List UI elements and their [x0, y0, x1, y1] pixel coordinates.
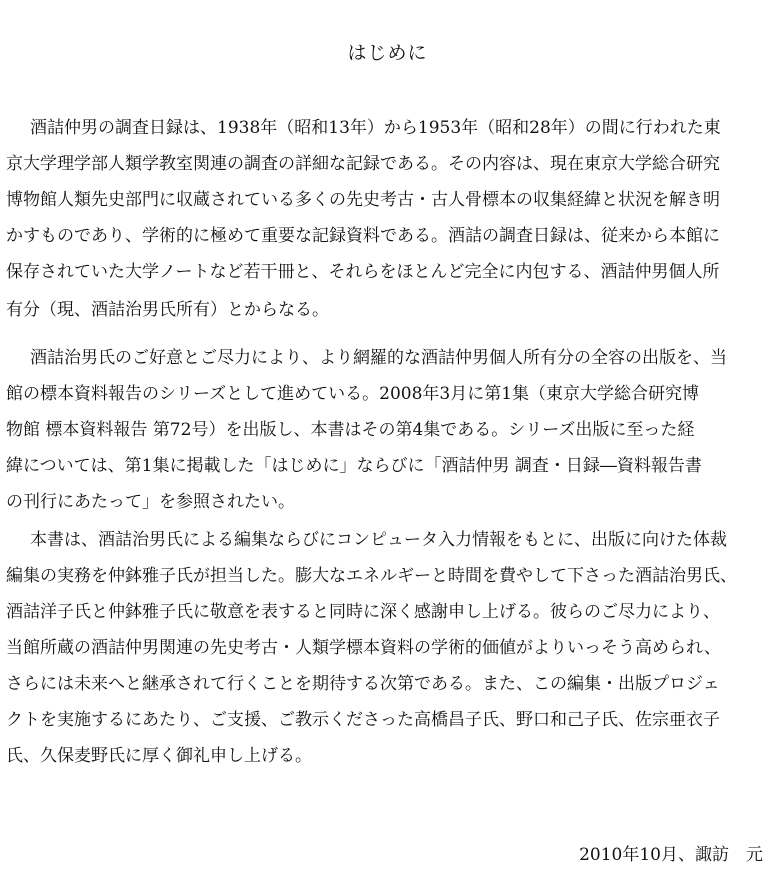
text-line: 京大学理学部人類学教室関連の調査の詳細な記録である。その内容は、現在東京大学総合研究: [6, 154, 720, 174]
text-line: さらには未来へと継承されて行くことを期待する次第である。また、この編集・出版プロジェ: [6, 674, 720, 694]
text-line: 緯については、第1集に掲載した「はじめに」ならびに「酒詰仲男 調査・日録―資料報告書: [6, 456, 702, 476]
text-line: 氏、久保麦野氏に厚く御礼申し上げる。: [6, 746, 312, 766]
text-line: 当館所蔵の酒詰仲男関連の先史考古・人類学標本資料の学術的価値がよりいっそう高められ、: [6, 638, 722, 658]
text-line: 酒詰治男氏のご好意とご尽力により、より網羅的な酒詰仲男個人所有分の全容の出版を、当: [30, 348, 727, 368]
text-line: クトを実施するにあたり、ご支援、ご教示くださった高橋昌子氏、野口和己子氏、佐宗亜衣子: [6, 710, 720, 730]
text-line: 編集の実務を仲鉢雅子氏が担当した。膨大なエネルギーと時間を費やして下さった酒詰治男氏、: [6, 566, 737, 586]
text-line: 有分（現、酒詰治男氏所有）とからなる。: [6, 300, 329, 320]
text-line: 本書は、酒詰治男氏による編集ならびにコンピュータ入力情報をもとに、出版に向けた体裁: [30, 530, 727, 550]
text-line: 博物館人類先史部門に収蔵されている多くの先史考古・古人骨標本の収集経緯と状況を解き明: [6, 190, 720, 210]
text-line: 酒詰洋子氏と仲鉢雅子氏に敬意を表すると同時に深く感謝申し上げる。彼らのご尽力により、: [6, 602, 720, 622]
text-line: の刊行にあたって」を参照されたい。: [6, 492, 295, 512]
signature: 2010年10月、諏訪 元: [579, 845, 763, 865]
text-line: かすものであり、学術的に極めて重要な記録資料である。酒詰の調査日録は、従来から本館に: [6, 226, 720, 246]
text-line: 館の標本資料報告のシリーズとして進めている。2008年3月に第1集（東京大学総合研究博: [6, 384, 700, 404]
page-title: はじめに: [347, 42, 428, 64]
text-line: 酒詰仲男の調査日録は、1938年（昭和13年）から1953年（昭和28年）の間に行われた東: [30, 118, 721, 138]
text-line: 物館 標本資料報告 第72号）を出版し、本書はその第4集である。シリーズ出版に至った経: [6, 420, 695, 440]
text-line: 保存されていた大学ノートなど若干冊と、それらをほとんど完全に内包する、酒詰仲男個人所: [6, 262, 720, 282]
